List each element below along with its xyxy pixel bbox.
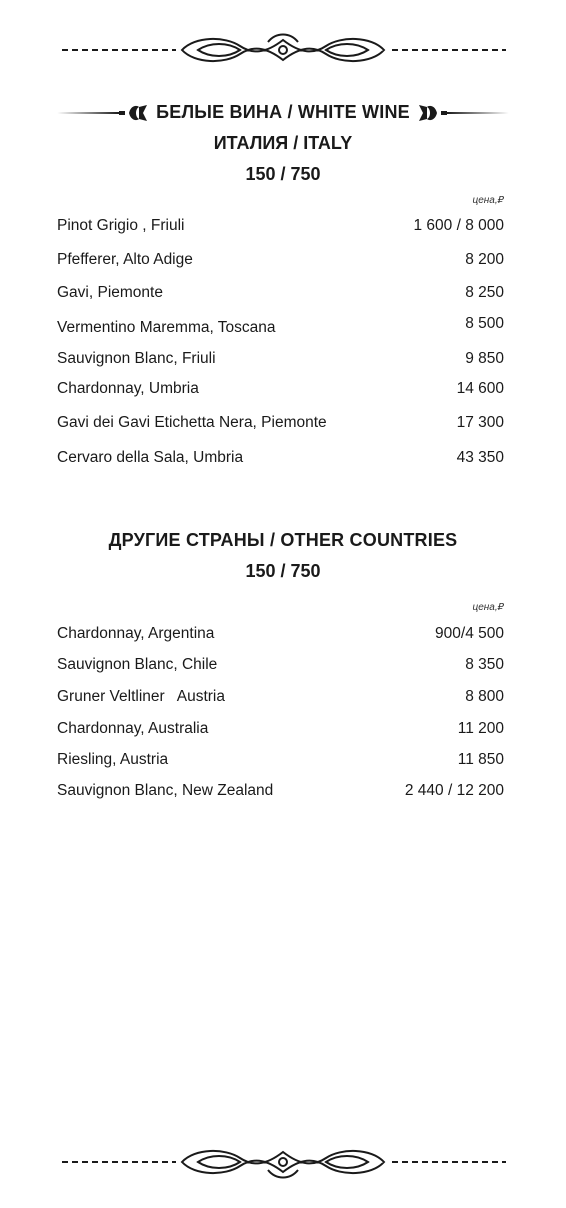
wine-name: Gruner Veltliner Austria [57,688,225,705]
wine-name: Cervaro della Sala, Umbria [57,449,244,466]
wine-name: Vermentino Maremma, Toscana [57,319,276,336]
list-item [57,449,504,471]
white-wine-title: БЕЛЫЕ ВИНА / WHITE WINE [156,102,410,122]
wine-price: 14 600 [456,380,504,397]
wine-price: 43 350 [456,449,504,466]
wine-price: 11 850 [457,751,504,768]
white-wine-volume: 150 / 750 [245,164,321,184]
wine-price: 9 850 [465,350,504,367]
list-item [57,625,504,647]
wine-name: Pinot Grigio , Friuli [57,217,185,234]
list-item [57,751,504,773]
italy-subtitle: ИТАЛИЯ / ITALY [213,133,353,153]
wine-price: 8 800 [465,688,504,705]
wine-price: 8 200 [465,251,504,268]
wine-name: Gavi dei Gavi Etichetta Nera, Piemonte [57,414,327,431]
list-item [57,380,504,402]
list-item [57,217,504,239]
list-item [57,656,504,678]
wine-name: Chardonnay, Australia [57,720,209,737]
list-item [57,414,504,436]
wine-name: Sauvignon Blanc, Chile [57,656,218,673]
list-item [57,284,504,306]
list-item [57,317,504,339]
wine-name: Sauvignon Blanc, Friuli [57,350,216,367]
wine-price: 17 300 [456,414,504,431]
wine-price: 900/4 500 [435,625,504,642]
wine-name: Pfefferer, Alto Adige [57,251,193,268]
wine-price: 11 200 [457,720,504,737]
wine-name: Riesling, Austria [57,751,169,768]
list-item [57,782,504,804]
wine-name: Chardonnay, Argentina [57,625,215,642]
wine-name: Chardonnay, Umbria [57,380,199,397]
list-item [57,251,504,273]
wine-price: 1 600 / 8 000 [413,217,504,234]
bottom-scroll-ornament-icon [0,1142,566,1182]
list-item [57,350,504,372]
wine-price: 8 500 [465,315,504,332]
other-countries-title: ДРУГИЕ СТРАНЫ / OTHER COUNTRIES [108,530,458,550]
wine-price: 2 440 / 12 200 [404,782,504,799]
white-wine-price-caption: цена,₽ [472,195,504,206]
other-countries-price-caption: цена,₽ [472,602,504,613]
other-countries-volume: 150 / 750 [245,561,321,581]
top-scroll-ornament-icon [0,28,566,68]
wine-price: 8 350 [465,656,504,673]
wine-price: 8 250 [465,284,504,301]
wine-name: Sauvignon Blanc, New Zealand [57,782,274,799]
list-item [57,720,504,742]
list-item [57,688,504,710]
wine-name: Gavi, Piemonte [57,284,163,301]
